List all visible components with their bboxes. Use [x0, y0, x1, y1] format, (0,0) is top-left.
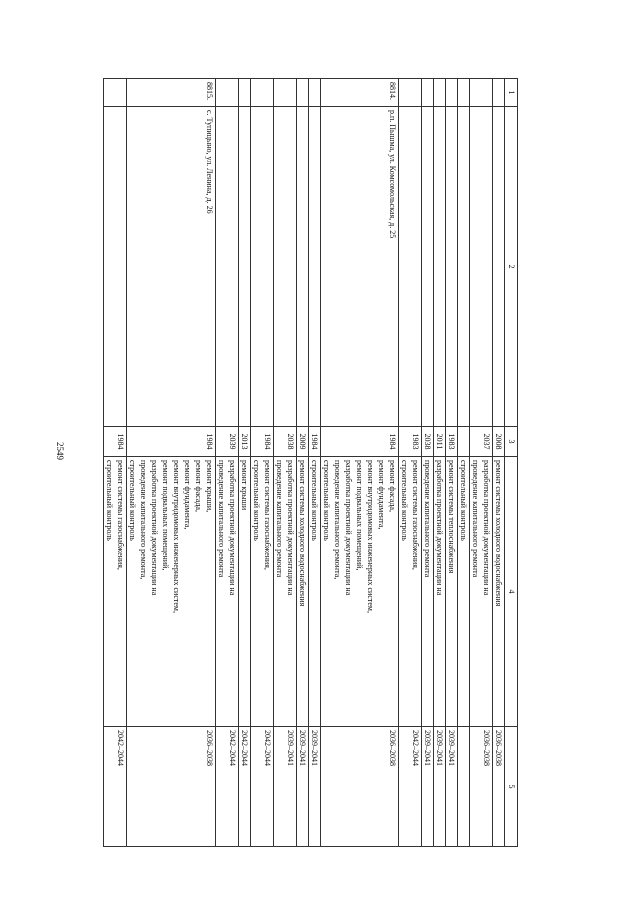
- table-row: [104, 79, 127, 847]
- work-type-line: строительный контроль: [310, 460, 319, 541]
- work-type-line: разработка проектной документации на: [228, 460, 237, 596]
- address-cell: [470, 107, 493, 427]
- row-number: [470, 79, 493, 107]
- work-type-cell: [422, 457, 434, 727]
- period-cell: 2036–2038: [493, 727, 505, 847]
- row-number: [274, 79, 297, 107]
- header-col-3: 3: [505, 427, 518, 457]
- table-row: [434, 79, 446, 847]
- row-number: [216, 79, 239, 107]
- year-cell: 2009: [297, 427, 309, 457]
- work-type-line: разработка проектной документации на: [286, 460, 295, 596]
- year-cell: 1984: [104, 427, 127, 457]
- work-type-line: ремонт подвальных помещений,: [161, 460, 170, 571]
- work-type-cell: [297, 457, 309, 727]
- period-cell: 2039–2041: [309, 727, 321, 847]
- address-cell: [493, 107, 505, 427]
- row-number: [309, 79, 321, 107]
- work-type-cell: [321, 457, 399, 727]
- year-cell: 2038: [274, 427, 297, 457]
- work-type-cell: [251, 457, 274, 727]
- work-type-line: разработка проектной документации на: [344, 460, 353, 596]
- work-type-line: ремонт системы холодного водоснабжения: [298, 460, 307, 607]
- row-number: 8814.: [321, 79, 399, 107]
- table-row: [274, 79, 297, 847]
- address-cell: [216, 107, 239, 427]
- address-cell: [297, 107, 309, 427]
- year-cell: 1984: [309, 427, 321, 457]
- period-cell: 2039–2041: [446, 727, 458, 847]
- period-cell: 2042–2044: [104, 727, 127, 847]
- work-type-cell: [493, 457, 505, 727]
- table-row: [399, 79, 422, 847]
- work-type-cell: [399, 457, 422, 727]
- work-type-line: ремонт подвальных помещений,: [355, 460, 364, 571]
- address-cell: [251, 107, 274, 427]
- work-type-line: ремонт системы холодного водоснабжения: [494, 460, 503, 607]
- year-cell: 2011: [434, 427, 446, 457]
- header-col-5: 5: [505, 727, 518, 847]
- table-row: [309, 79, 321, 847]
- table-row: [297, 79, 309, 847]
- year-cell: 1983: [399, 427, 422, 457]
- header-col-1: 1: [505, 79, 518, 107]
- row-number: [422, 79, 434, 107]
- period-cell: 2039–2041: [274, 727, 297, 847]
- work-type-line: разработка проектной документации на: [482, 460, 491, 596]
- year-cell: [458, 427, 470, 457]
- period-cell: 2036–2038: [321, 727, 399, 847]
- work-type-line: строительный контроль: [459, 460, 468, 541]
- address-cell: [309, 107, 321, 427]
- address-cell: с. Тупицыно, ул. Ленина, д. 26: [127, 107, 216, 427]
- period-cell: 2042–2044: [251, 727, 274, 847]
- work-type-cell: [470, 457, 493, 727]
- header-row: [505, 79, 518, 847]
- period-cell: [458, 727, 470, 847]
- work-type-cell: [274, 457, 297, 727]
- row-number: [446, 79, 458, 107]
- row-number: [399, 79, 422, 107]
- address-cell: [239, 107, 251, 427]
- year-cell: 1984: [127, 427, 216, 457]
- work-type-cell: [458, 457, 470, 727]
- year-cell: 2039: [216, 427, 239, 457]
- year-cell: 2013: [239, 427, 251, 457]
- work-type-line: проведение капитального ремонта,: [333, 460, 342, 580]
- period-cell: 2042–2044: [239, 727, 251, 847]
- work-type-line: ремонт системы газоснабжения,: [263, 460, 272, 570]
- work-type-line: проведение капитального ремонта: [471, 460, 480, 578]
- table-row: [239, 79, 251, 847]
- year-cell: 2037: [470, 427, 493, 457]
- table-row: [470, 79, 493, 847]
- work-type-line: ремонт крыши,: [205, 460, 214, 513]
- header-col-2: 2: [505, 107, 518, 427]
- address-cell: [434, 107, 446, 427]
- period-cell: 2036–2038: [470, 727, 493, 847]
- year-cell: 2038: [422, 427, 434, 457]
- work-type-line: ремонт внутридомовых инженерных систем,: [172, 460, 181, 613]
- header-col-4: 4: [505, 457, 518, 727]
- work-type-line: ремонт фасада,: [194, 460, 203, 512]
- table-body: [104, 79, 505, 847]
- row-number: [458, 79, 470, 107]
- table-row: [422, 79, 434, 847]
- address-cell: [274, 107, 297, 427]
- row-number: [239, 79, 251, 107]
- work-type-line: строительный контроль: [105, 460, 114, 541]
- work-type-line: ремонт фундамента,: [377, 460, 386, 530]
- work-type-cell: [434, 457, 446, 727]
- address-cell: р.п. Пышма, ул. Комсомольская, д. 25: [321, 107, 399, 427]
- rotated-table-container: [82, 78, 518, 846]
- period-cell: 2039–2041: [422, 727, 434, 847]
- work-type-cell: [309, 457, 321, 727]
- work-type-line: ремонт системы газоснабжения,: [116, 460, 125, 570]
- work-type-line: строительный контроль: [400, 460, 409, 541]
- work-type-cell: [216, 457, 239, 727]
- table-row: [251, 79, 274, 847]
- period-cell: 2039–2041: [434, 727, 446, 847]
- repair-schedule-table: [103, 78, 518, 847]
- address-cell: [458, 107, 470, 427]
- work-type-cell: [446, 457, 458, 727]
- work-type-line: строительный контроль: [128, 460, 137, 541]
- table-row: [493, 79, 505, 847]
- table-row: [321, 79, 399, 847]
- row-number: [104, 79, 127, 107]
- work-type-line: проведение капитального ремонта: [423, 460, 432, 578]
- work-type-cell: [239, 457, 251, 727]
- row-number: [251, 79, 274, 107]
- period-cell: 2036–2038: [127, 727, 216, 847]
- work-type-line: разработка проектной документации на: [150, 460, 159, 596]
- table-row: [458, 79, 470, 847]
- table-row: [446, 79, 458, 847]
- work-type-line: разработка проектной документации на: [435, 460, 444, 596]
- year-cell: 1984: [251, 427, 274, 457]
- year-cell: 1983: [446, 427, 458, 457]
- work-type-cell: [127, 457, 216, 727]
- work-type-line: проведение капитального ремонта: [275, 460, 284, 578]
- row-number: 8815.: [127, 79, 216, 107]
- address-cell: [104, 107, 127, 427]
- address-cell: [399, 107, 422, 427]
- work-type-line: ремонт фундамента,: [183, 460, 192, 530]
- work-type-line: ремонт внутридомовых инженерных систем,: [366, 460, 375, 613]
- work-type-line: ремонт системы теплоснабжения: [447, 460, 456, 574]
- address-cell: [422, 107, 434, 427]
- row-number: [493, 79, 505, 107]
- period-cell: 2042–2044: [216, 727, 239, 847]
- work-type-line: ремонт крыши: [240, 460, 249, 511]
- period-cell: 2039–2041: [297, 727, 309, 847]
- work-type-line: строительный контроль: [252, 460, 261, 541]
- table-row: [216, 79, 239, 847]
- work-type-line: ремонт фасада,: [388, 460, 397, 512]
- work-type-line: строительный контроль: [322, 460, 331, 541]
- row-number: [434, 79, 446, 107]
- work-type-line: проведение капитального ремонта: [217, 460, 226, 578]
- work-type-cell: [104, 457, 127, 727]
- address-cell: [446, 107, 458, 427]
- work-type-line: ремонт системы газоснабжения,: [411, 460, 420, 570]
- year-cell: 2008: [493, 427, 505, 457]
- period-cell: 2042–2044: [399, 727, 422, 847]
- work-type-line: проведение капитального ремонта,: [139, 460, 148, 580]
- year-cell: 1984: [321, 427, 399, 457]
- table-row: [127, 79, 216, 847]
- row-number: [297, 79, 309, 107]
